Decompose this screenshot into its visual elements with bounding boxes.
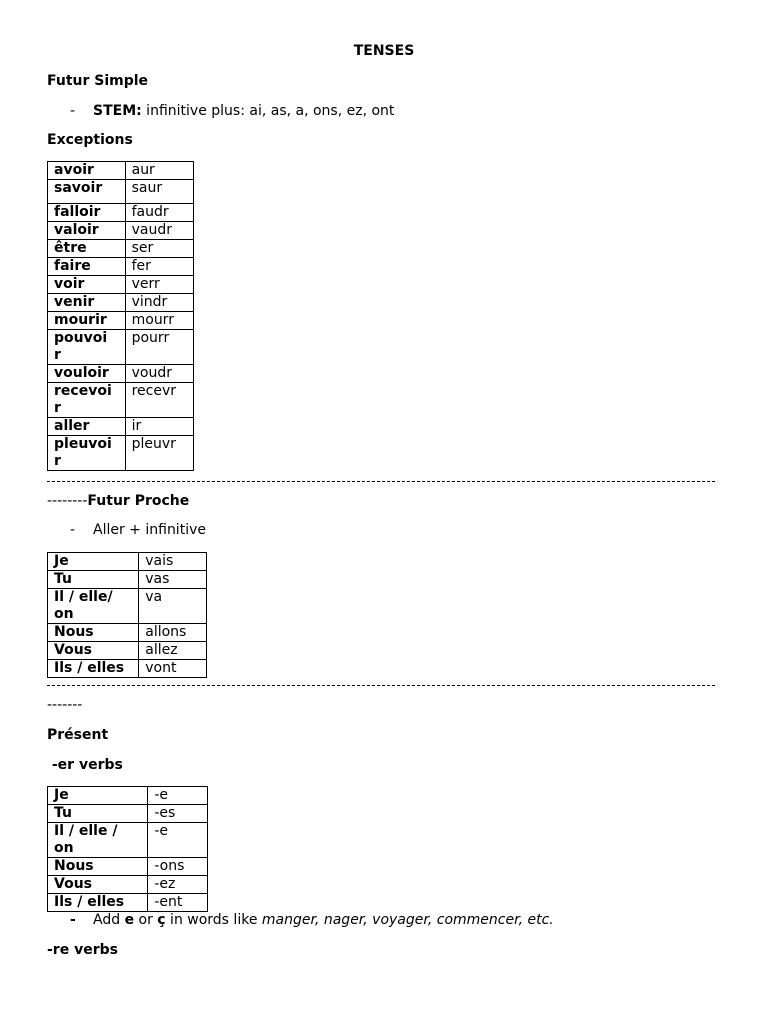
exception-verb: venir [48, 294, 126, 312]
table-row [48, 204, 194, 222]
form-cell: vais [139, 553, 207, 571]
exception-verb: mourir [48, 312, 126, 330]
pronoun-cell: Il / elle / on [48, 823, 148, 858]
exception-stem: vaudr [125, 222, 193, 240]
exception-stem: ir [125, 418, 193, 436]
table-row [48, 258, 194, 276]
futur-proche-heading: Futur Proche [87, 493, 190, 509]
note-add: Add [93, 912, 125, 928]
note-c: ç [157, 912, 166, 928]
futur-proche-heading-line [47, 493, 189, 509]
form-cell: allons [139, 624, 207, 642]
table-row [48, 162, 194, 180]
exception-stem: recevr [125, 383, 193, 418]
exception-verb: savoir [48, 180, 126, 204]
form-cell: vas [139, 571, 207, 589]
pronoun-cell: Tu [48, 805, 148, 823]
table-row [48, 436, 194, 471]
ending-cell: -e [148, 787, 208, 805]
exception-stem: saur [125, 180, 193, 204]
heading-dashes: -------- [47, 493, 88, 509]
ending-cell: -ent [148, 894, 208, 912]
table-row [48, 571, 207, 589]
er-verbs-table [47, 786, 208, 912]
table-row [48, 180, 194, 204]
ending-cell: -ons [148, 858, 208, 876]
table-row [48, 365, 194, 383]
form-cell: vont [139, 660, 207, 678]
form-cell: va [139, 589, 207, 624]
table-row [48, 787, 208, 805]
table-row [48, 553, 207, 571]
pronoun-cell: Ils / elles [48, 660, 139, 678]
table-row [48, 894, 208, 912]
exceptions-heading: Exceptions [47, 132, 133, 148]
stem-text: infinitive plus: ai, as, a, ons, ez, ont [141, 103, 395, 119]
pronoun-cell: Nous [48, 858, 148, 876]
exception-verb: vouloir [48, 365, 126, 383]
table-row [48, 876, 208, 894]
table-row [48, 858, 208, 876]
exception-verb: faire [48, 258, 126, 276]
section-divider [47, 685, 715, 686]
exception-stem: ser [125, 240, 193, 258]
pronoun-cell: Ils / elles [48, 894, 148, 912]
spelling-note [93, 912, 554, 928]
pronoun-cell: Tu [48, 571, 139, 589]
table-row [48, 330, 194, 365]
aller-bullet-text: Aller + infinitive [93, 522, 206, 538]
exceptions-table [47, 161, 194, 471]
note-bullet-dash: - [70, 912, 76, 928]
table-row [48, 222, 194, 240]
pronoun-cell: Je [48, 787, 148, 805]
table-row [48, 418, 194, 436]
ending-cell: -e [148, 823, 208, 858]
stem-label: STEM: [93, 103, 142, 119]
form-cell: allez [139, 642, 207, 660]
section-divider [47, 481, 715, 482]
note-in: in words like [165, 912, 262, 928]
table-row [48, 624, 207, 642]
table-row [48, 823, 208, 858]
exception-stem: vindr [125, 294, 193, 312]
table-row [48, 294, 194, 312]
pronoun-cell: Je [48, 553, 139, 571]
table-row [48, 642, 207, 660]
aller-bullet-dash: - [70, 522, 76, 538]
exception-verb: voir [48, 276, 126, 294]
re-verbs-heading: -re verbs [47, 942, 118, 958]
exception-stem: pleuvr [125, 436, 193, 471]
page-title: TENSES [353, 43, 415, 59]
exception-verb: aller [48, 418, 126, 436]
stem-line [93, 103, 394, 119]
exception-stem: voudr [125, 365, 193, 383]
er-verbs-heading: -er verbs [47, 757, 123, 773]
futur-proche-table [47, 552, 207, 678]
exception-stem: faudr [125, 204, 193, 222]
table-row [48, 312, 194, 330]
exception-stem: verr [125, 276, 193, 294]
exception-verb: valoir [48, 222, 126, 240]
exception-verb: falloir [48, 204, 126, 222]
exception-stem: aur [125, 162, 193, 180]
pronoun-cell: Vous [48, 876, 148, 894]
exception-verb: avoir [48, 162, 126, 180]
exception-stem: pourr [125, 330, 193, 365]
stem-bullet-dash: - [70, 103, 76, 119]
table-row [48, 660, 207, 678]
present-heading: Présent [47, 727, 109, 743]
ending-cell: -ez [148, 876, 208, 894]
exception-verb: pleuvoi r [48, 436, 126, 471]
futur-simple-heading: Futur Simple [47, 73, 149, 89]
table-row [48, 589, 207, 624]
table-row [48, 805, 208, 823]
table-row [48, 276, 194, 294]
pronoun-cell: Vous [48, 642, 139, 660]
exception-verb: recevoi r [48, 383, 126, 418]
trailing-dashes: ------- [47, 697, 83, 713]
table-row [48, 383, 194, 418]
pronoun-cell: Il / elle/ on [48, 589, 139, 624]
exception-verb: être [48, 240, 126, 258]
exception-stem: mourr [125, 312, 193, 330]
exception-stem: fer [125, 258, 193, 276]
pronoun-cell: Nous [48, 624, 139, 642]
table-row [48, 240, 194, 258]
ending-cell: -es [148, 805, 208, 823]
note-or: or [134, 912, 158, 928]
exception-verb: pouvoi r [48, 330, 126, 365]
note-e: e [124, 912, 135, 928]
note-examples: manger, nager, voyager, commencer, etc. [261, 912, 554, 928]
